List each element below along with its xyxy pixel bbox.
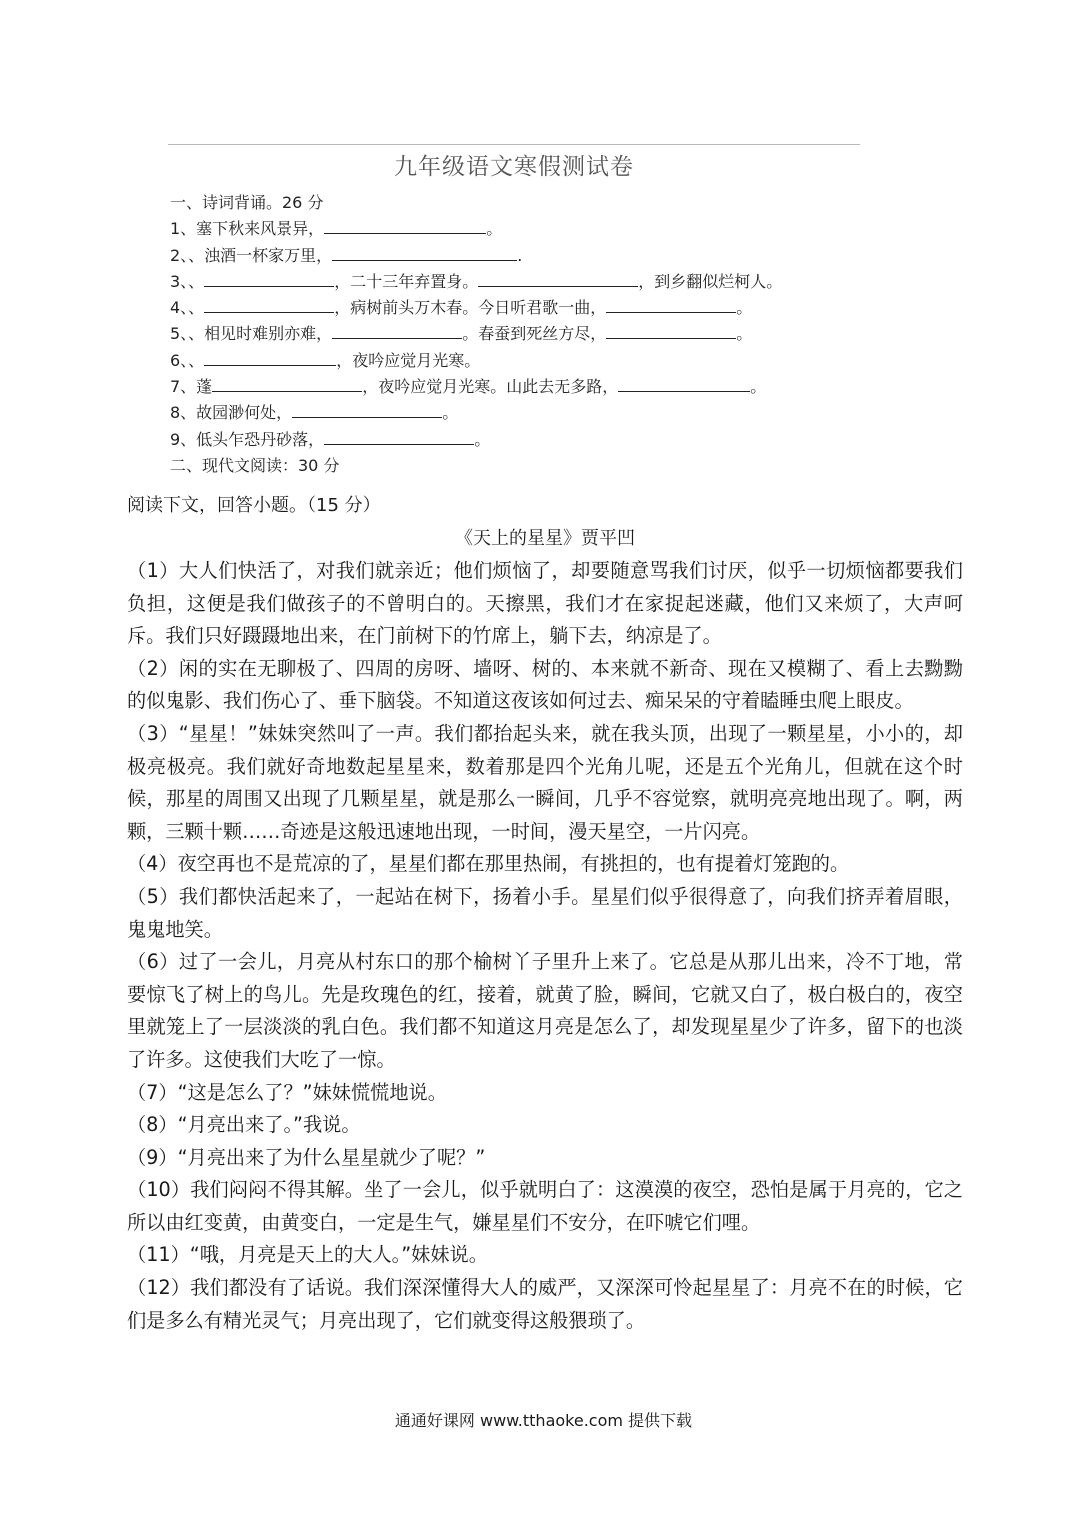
question-1: 1、塞下秋来风景异， 。 [170, 216, 782, 242]
question-4: 4、、 ，病树前头万木春。今日听君歌一曲， 。 [170, 295, 782, 321]
answer-blank[interactable] [606, 321, 736, 339]
paragraph: （8）“月亮出来了。”我说。 [127, 1113, 361, 1137]
answer-blank[interactable] [204, 348, 336, 366]
answer-blank[interactable] [478, 269, 638, 287]
reading-instruction: 阅读下文，回答小题。（15 分） [127, 495, 381, 516]
paragraph: （6）过了一会儿，月亮从村东口的那个榆树丫子里升上来了。它总是从那儿出来，冷不丁地，常要惊飞了树上的鸟儿。先是玫瑰色的红，接着，就黄了脸，瞬间，它就又白了，极白极白的，夜空里就笼上了一层淡淡的乳白色。我们都不知道这月亮是怎么了，却发现星星少了许多，留下的也淡了许多。这使我们大吃了一惊。 [127, 950, 963, 1071]
answer-blank[interactable] [204, 269, 334, 287]
paragraph: （3）“星星！”妹妹突然叫了一声。我们都抬起头来，就在我头顶，出现了一颗星星，小小的，却极亮极亮。我们就好奇地数起星星来，数着那是四个光角儿呢，还是五个光角儿，但就在这个时候，那星的周围又出现了几颗星星，就是那么一瞬间，几乎不容觉察，就明亮亮地出现了。啊，两颗，三颗十颗……奇迹是这般迅速地出现，一时间，漫天星空，一片闪亮。 [127, 721, 963, 843]
answer-blank[interactable] [606, 295, 736, 313]
question-9: 9、低头乍恐丹砂落， 。 [170, 427, 782, 453]
paragraph: （5）我们都快活起来了，一起站在树下，扬着小手。星星们似乎很得意了，向我们挤弄着眉眼，鬼鬼地笑。 [127, 884, 963, 941]
footer-watermark: 通通好课网 www.tthaoke.com 提供下载 [394, 1411, 693, 1430]
passage-title: 《天上的星星》贾平凹 [455, 528, 635, 549]
question-6: 6、、 ，夜吟应觉月光寒。 [170, 348, 782, 374]
paragraph: （4）夜空再也不是荒凉的了，星星们都在那里热闹，有挑担的，也有提着灯笼跑的。 [127, 852, 850, 876]
question-5: 5、、相见时难别亦难， 。春蚕到死丝方尽， 。 [170, 321, 782, 347]
top-rule [168, 144, 860, 145]
answer-blank[interactable] [292, 400, 442, 418]
paragraph: （2）闲的实在无聊极了、四周的房呀、墙呀、树的、本来就不新奇、现在又模糊了、看上去黝黝的似鬼影、我们伤心了、垂下脑袋。不知道这夜该如何过去、痴呆呆的守着瞌睡虫爬上眼皮。 [127, 656, 963, 713]
answer-blank[interactable] [324, 427, 474, 445]
paragraph: （7）“这是怎么了？”妹妹慌慌地说。 [127, 1080, 447, 1104]
answer-blank[interactable] [204, 295, 334, 313]
section2-heading: 二、现代文阅读：30 分 [170, 455, 340, 475]
paragraph: （9）“月亮出来了为什么星星就少了呢？” [127, 1145, 486, 1169]
section1-heading: 一、诗词背诵。26 分 [170, 193, 324, 212]
answer-blank[interactable] [324, 216, 486, 234]
paragraph: （10）我们闷闷不得其解。坐了一会儿，似乎就明白了：这漠漠的夜空，恐怕是属于月亮的，它之所以由红变黄，由黄变白，一定是生气，嫌星星们不安分，在吓唬它们哩。 [127, 1178, 963, 1234]
answer-blank[interactable] [332, 243, 517, 261]
reading-passage [127, 555, 963, 1337]
exam-title: 九年级语文寒假测试卷 [394, 154, 634, 180]
question-7: 7、蓬 ，夜吟应觉月光寒。山此去无多路， 。 [170, 374, 782, 400]
question-3: 3、、 ，二十三年弃置身。 ，到乡翻似烂柯人。 [170, 269, 782, 295]
answer-blank[interactable] [212, 374, 362, 392]
question-8: 8、故园渺何处， 。 [170, 400, 782, 426]
paragraph: （1）大人们快活了，对我们就亲近；他们烦恼了，却要随意骂我们讨厌，似乎一切烦恼都要我们负担，这便是我们做孩子的不曾明白的。天擦黑，我们才在家捉起迷藏，他们又来烦了，大声呵斥。我们只好蹑蹑地出来，在门前树下的竹席上，躺下去，纳凉是了。 [127, 559, 963, 648]
paragraph: （12）我们都没有了话说。我们深深懂得大人的威严，又深深可怜起星星了：月亮不在的时候，它们是多么有精光灵气；月亮出现了，它们就变得这般猥琐了。 [127, 1276, 963, 1332]
paragraph: （11）“哦，月亮是天上的大人。”妹妹说。 [127, 1243, 488, 1267]
answer-blank[interactable] [332, 321, 462, 339]
answer-blank[interactable] [618, 374, 750, 392]
question-2: 2、、浊酒一杯家万里， . [170, 243, 782, 269]
poetry-section [170, 190, 782, 479]
